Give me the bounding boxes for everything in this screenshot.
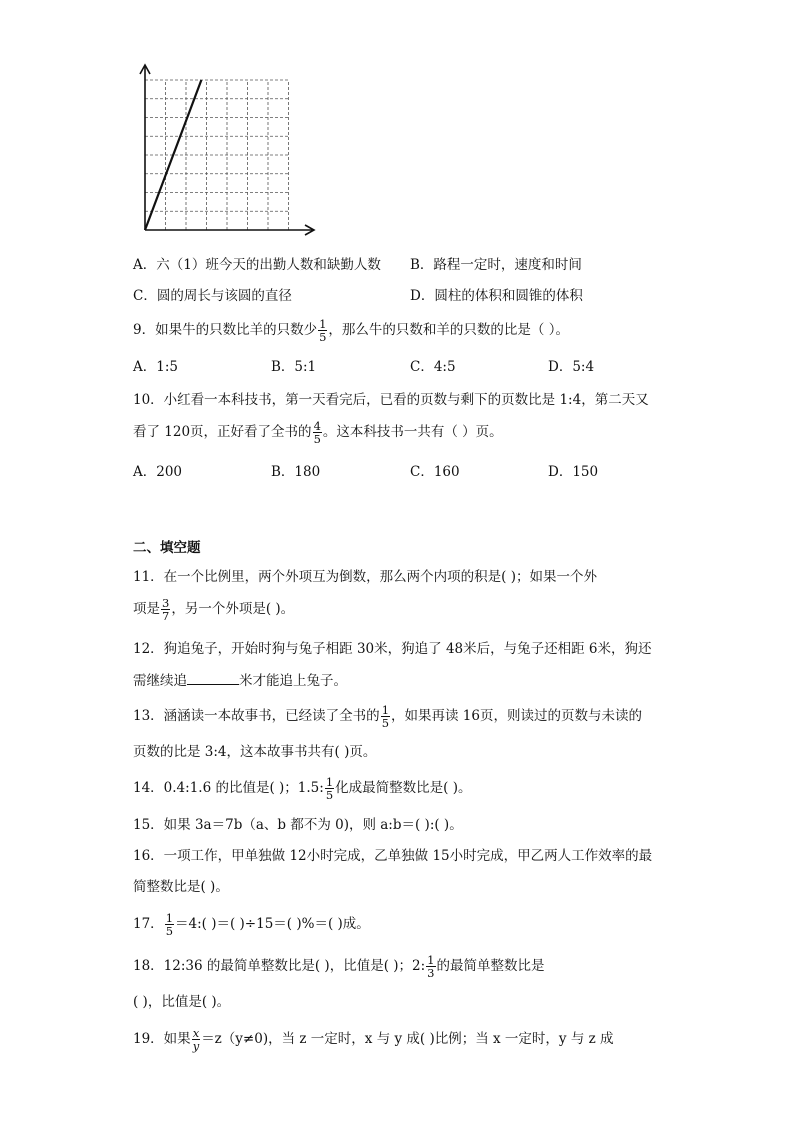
q10-line-2: 看了 120页，正好看了全书的 $\frac{4}{5}$ 。这本科技书一共有（ ）页。 — [133, 419, 503, 446]
q19-fraction: $\frac{x}{y}$ — [192, 1026, 200, 1053]
q9-option-c[interactable]: C．4:5 — [410, 359, 456, 375]
q8-option-c[interactable]: C．圆的周长与该圆的直径 — [133, 288, 292, 304]
x-axis — [145, 225, 314, 235]
q9-option-b[interactable]: B．5:1 — [271, 359, 317, 375]
q10-option-c[interactable]: C．160 — [410, 464, 460, 480]
q9-option-d[interactable]: D．5:4 — [548, 359, 595, 375]
q8-option-d[interactable]: D．圆柱的体积和圆锥的体积 — [410, 288, 583, 304]
q9-fraction: $\frac{1}{5}$ — [319, 317, 327, 344]
q13-line-2: 页数的比是 3:4，这本故事书共有( )页。 — [133, 744, 377, 760]
q8-option-b[interactable]: B．路程一定时，速度和时间 — [410, 257, 582, 273]
q9-question: 9．如果牛的只数比羊的只数少 $\frac{1}{5}$ ，那么牛的只数和羊的只数的比是（ ）。 — [133, 317, 569, 344]
q11-fraction: $\frac{3}{7}$ — [162, 596, 170, 623]
q10-fraction: $\frac{4}{5}$ — [313, 419, 321, 446]
q18-line-1: 18．12:36 的最简单整数比是( )，比值是( )；2: $\frac{1}{3}$ 的最简单整数比是 — [133, 953, 545, 980]
q18-line-2: ( )，比值是( )。 — [133, 994, 231, 1010]
q17-question: 17． $\frac{1}{5}$ ＝4:( )＝( )÷15＝( )%＝( )成。 — [133, 911, 370, 938]
q17-fraction: $\frac{1}{5}$ — [165, 911, 174, 938]
q19-question: 19．如果 $\frac{x}{y}$ ＝z（y≠0)，当 z 一定时，x 与 y 成( )比例；当 x 一定时，y 与 z 成 — [133, 1026, 614, 1053]
y-axis — [140, 65, 150, 230]
q10-line-1: 10．小红看一本科技书，第一天看完后，已看的页数与剩下的页数比是 1:4，第二天又 — [133, 392, 649, 408]
section-title: 二、填空题 — [133, 540, 201, 556]
q12-answer-blank[interactable] — [187, 670, 239, 685]
q10-option-a[interactable]: A．200 — [133, 464, 183, 480]
q12-line-1: 12．狗追兔子，开始时狗与兔子相距 30米，狗追了 48米后，与兔子还相距 6米，狗还 — [133, 641, 652, 657]
q15-question: 15．如果 3a＝7b（a、b 都不为 0)，则 a:b＝( ):( )。 — [133, 817, 463, 833]
q18-fraction: $\frac{1}{3}$ — [427, 953, 435, 980]
q13-line-1: 13．涵涵读一本故事书，已经读了全书的 $\frac{1}{5}$ ，如果再读 16页，则读过的页数与未读的 — [133, 703, 642, 730]
q16-line-1: 16．一项工作，甲单独做 12小时完成，乙单独做 15小时完成，甲乙两人工作效率的最 — [133, 848, 653, 864]
q10-option-d[interactable]: D．150 — [548, 464, 599, 480]
chart-grid — [145, 80, 289, 230]
q11-line-1: 11．在一个比例里，两个外项互为倒数，那么两个内项的积是( )；如果一个外 — [133, 569, 598, 585]
q8-option-a[interactable]: A．六（1）班今天的出勤人数和缺勤人数 — [133, 257, 381, 273]
q9-option-a[interactable]: A．1:5 — [133, 359, 178, 375]
q10-option-b[interactable]: B．180 — [271, 464, 321, 480]
q12-line-2: 需继续追 米才能追上兔子。 — [133, 670, 347, 691]
q14-question: 14．0.4:1.6 的比值是( )；1.5: $\frac{1}{5}$ 化成最简整数比是( )。 — [133, 775, 472, 802]
q13-fraction: $\frac{1}{5}$ — [381, 703, 390, 730]
q11-line-2: 项是 $\frac{3}{7}$ ，另一个外项是( )。 — [133, 596, 295, 623]
q8-line-graph — [133, 60, 323, 240]
q14-fraction: $\frac{1}{5}$ — [325, 775, 334, 802]
q16-line-2: 简整数比是( )。 — [133, 879, 229, 895]
